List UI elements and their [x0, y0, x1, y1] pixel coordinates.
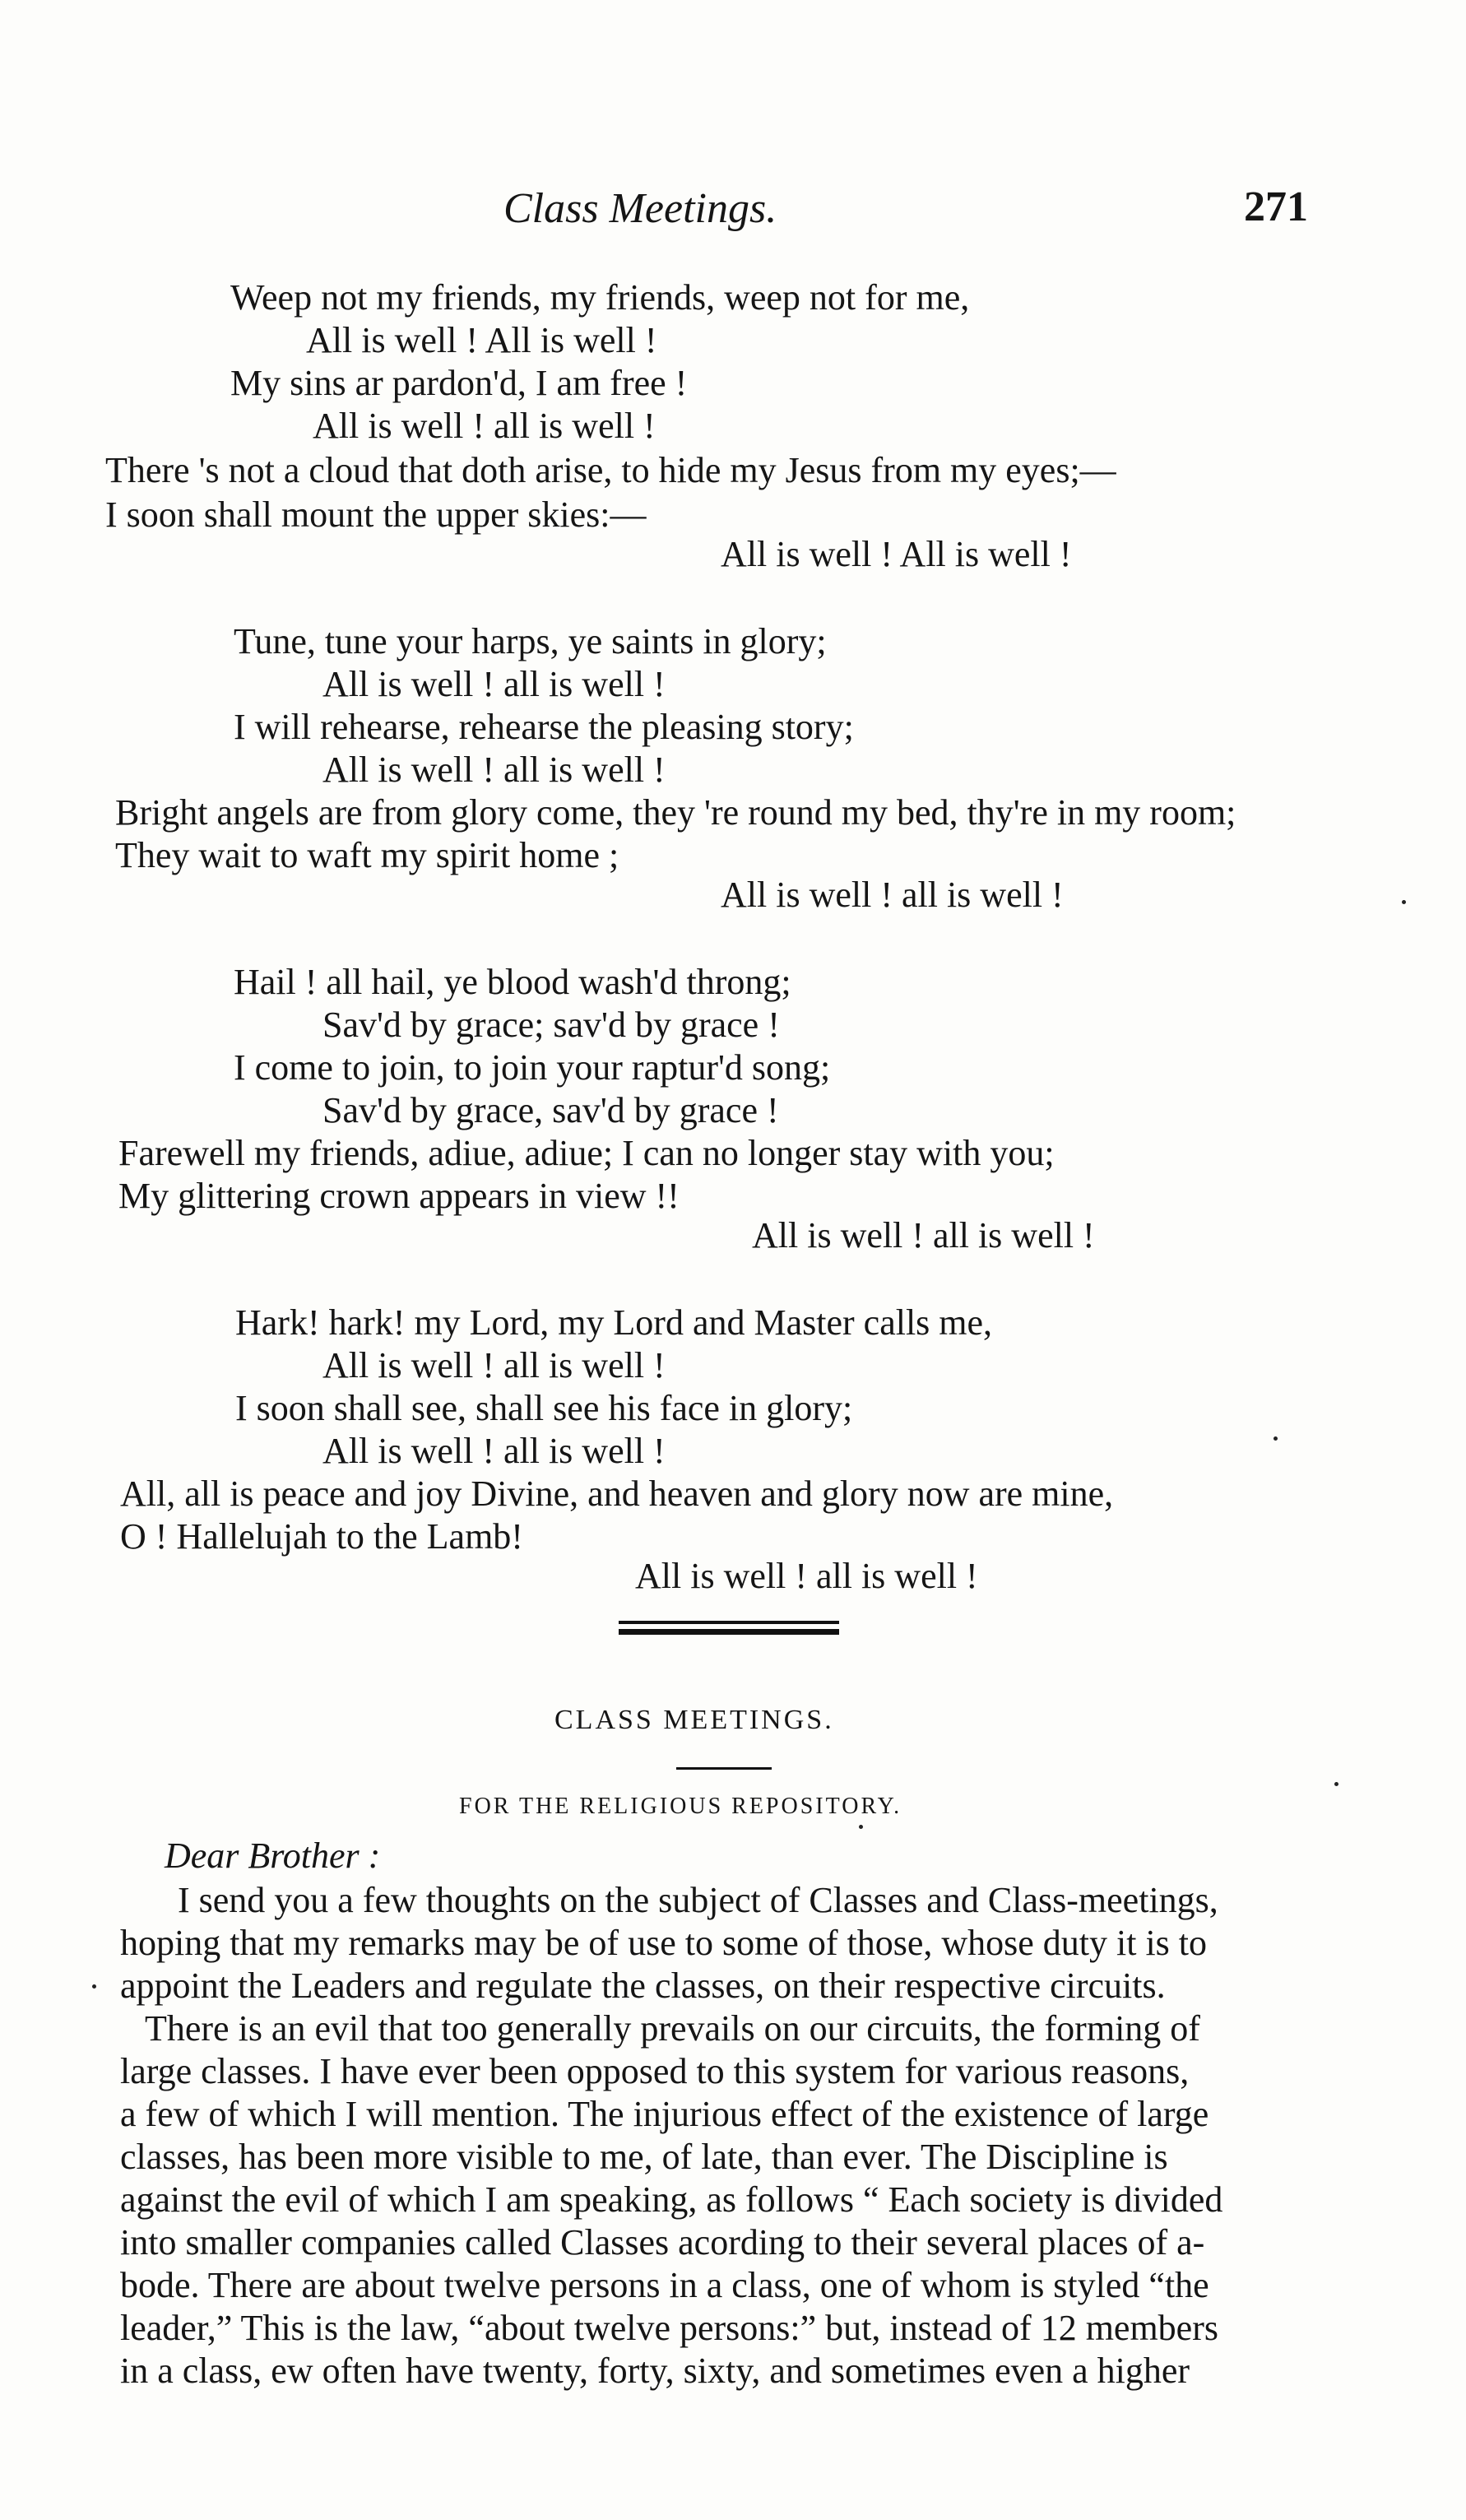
- section-rule: [619, 1621, 839, 1624]
- hymn-refrain: All is well ! all is well !: [313, 406, 656, 446]
- body-line: There is an evil that too generally prevails on our circuits, the forming of: [145, 2008, 1200, 2049]
- hymn-line: All, all is peace and joy Divine, and heaven and glory now are mine,: [120, 1473, 1114, 1514]
- hymn-refrain: All is well ! all is well !: [721, 875, 1064, 915]
- running-title: Class Meetings.: [503, 185, 777, 232]
- title-rule: [676, 1767, 772, 1770]
- salutation: Dear Brother :: [165, 1835, 381, 1876]
- body-line: hoping that my remarks may be of use to some of those, whose duty it is to: [120, 1923, 1208, 1963]
- hymn-refrain: All is well ! All is well !: [306, 320, 657, 360]
- article-title: CLASS MEETINGS.: [554, 1705, 834, 1735]
- hymn-line: Farewell my friends, adiue, adiue; I can no longer stay with you;: [118, 1133, 1055, 1173]
- body-line: appoint the Leaders and regulate the classes, on their respective circuits.: [120, 1965, 1166, 2006]
- hymn-line: My glittering crown appears in view !!: [118, 1176, 680, 1216]
- print-speck: [1402, 900, 1406, 904]
- body-line: large classes. I have ever been opposed to this system for various reasons,: [120, 2051, 1190, 2091]
- page-number: 271: [1244, 183, 1308, 230]
- body-line: against the evil of which I am speaking, as follows “ Each society is divided: [120, 2179, 1223, 2220]
- article-subtitle: FOR THE RELIGIOUS REPOSITORY.: [459, 1794, 902, 1819]
- hymn-refrain: Sav'd by grace; sav'd by grace !: [322, 1005, 780, 1045]
- hymn-refrain: All is well ! all is well !: [635, 1556, 978, 1596]
- hymn-line: O ! Hallelujah to the Lamb!: [120, 1516, 523, 1557]
- hymn-line: Weep not my friends, my friends, weep not for me,: [230, 277, 970, 318]
- body-line: I send you a few thoughts on the subject of Classes and Class-meetings,: [178, 1880, 1218, 1920]
- hymn-refrain: All is well ! all is well !: [752, 1215, 1095, 1255]
- hymn-line: Bright angels are from glory come, they 're round my bed, thy're in my room;: [115, 792, 1236, 833]
- hymn-refrain: Sav'd by grace, sav'd by grace !: [322, 1090, 779, 1130]
- hymn-line: Hark! hark! my Lord, my Lord and Master calls me,: [235, 1302, 993, 1343]
- body-line: a few of which I will mention. The injurious effect of the existence of large: [120, 2094, 1209, 2134]
- hymn-line: I soon shall see, shall see his face in glory;: [235, 1388, 853, 1428]
- hymn-refrain: All is well ! all is well !: [322, 1345, 666, 1385]
- hymn-line: Tune, tune your harps, ye saints in glory;: [234, 621, 827, 661]
- hymn-line: I come to join, to join your raptur'd song;: [234, 1047, 831, 1088]
- print-speck: [1334, 1782, 1338, 1786]
- hymn-line: Hail ! all hail, ye blood wash'd throng;: [234, 962, 791, 1002]
- hymn-line: I soon shall mount the upper skies:—: [105, 494, 647, 535]
- body-line: leader,” This is the law, “about twelve persons:” but, instead of 12 members: [120, 2308, 1218, 2348]
- hymn-refrain: All is well ! All is well !: [721, 534, 1072, 574]
- hymn-line: They wait to waft my spirit home ;: [115, 835, 619, 875]
- hymn-line: There 's not a cloud that doth arise, to hide my Jesus from my eyes;—: [105, 450, 1116, 490]
- hymn-line: I will rehearse, rehearse the pleasing story;: [234, 707, 854, 747]
- print-speck: [859, 1825, 863, 1829]
- body-line: into smaller companies called Classes acording to their several places of a-: [120, 2222, 1205, 2262]
- body-line: bode. There are about twelve persons in a class, one of whom is styled “the: [120, 2265, 1209, 2305]
- hymn-line: My sins ar pardon'd, I am free !: [230, 363, 688, 403]
- body-line: in a class, ew often have twenty, forty, sixty, and sometimes even a higher: [120, 2351, 1190, 2391]
- body-line: classes, has been more visible to me, of late, than ever. The Discipline is: [120, 2137, 1168, 2177]
- print-speck: [92, 1984, 96, 1989]
- print-speck: [1273, 1436, 1278, 1441]
- section-rule: [619, 1629, 839, 1635]
- hymn-refrain: All is well ! all is well !: [322, 750, 666, 790]
- hymn-refrain: All is well ! all is well !: [322, 664, 666, 704]
- hymn-refrain: All is well ! all is well !: [322, 1431, 666, 1471]
